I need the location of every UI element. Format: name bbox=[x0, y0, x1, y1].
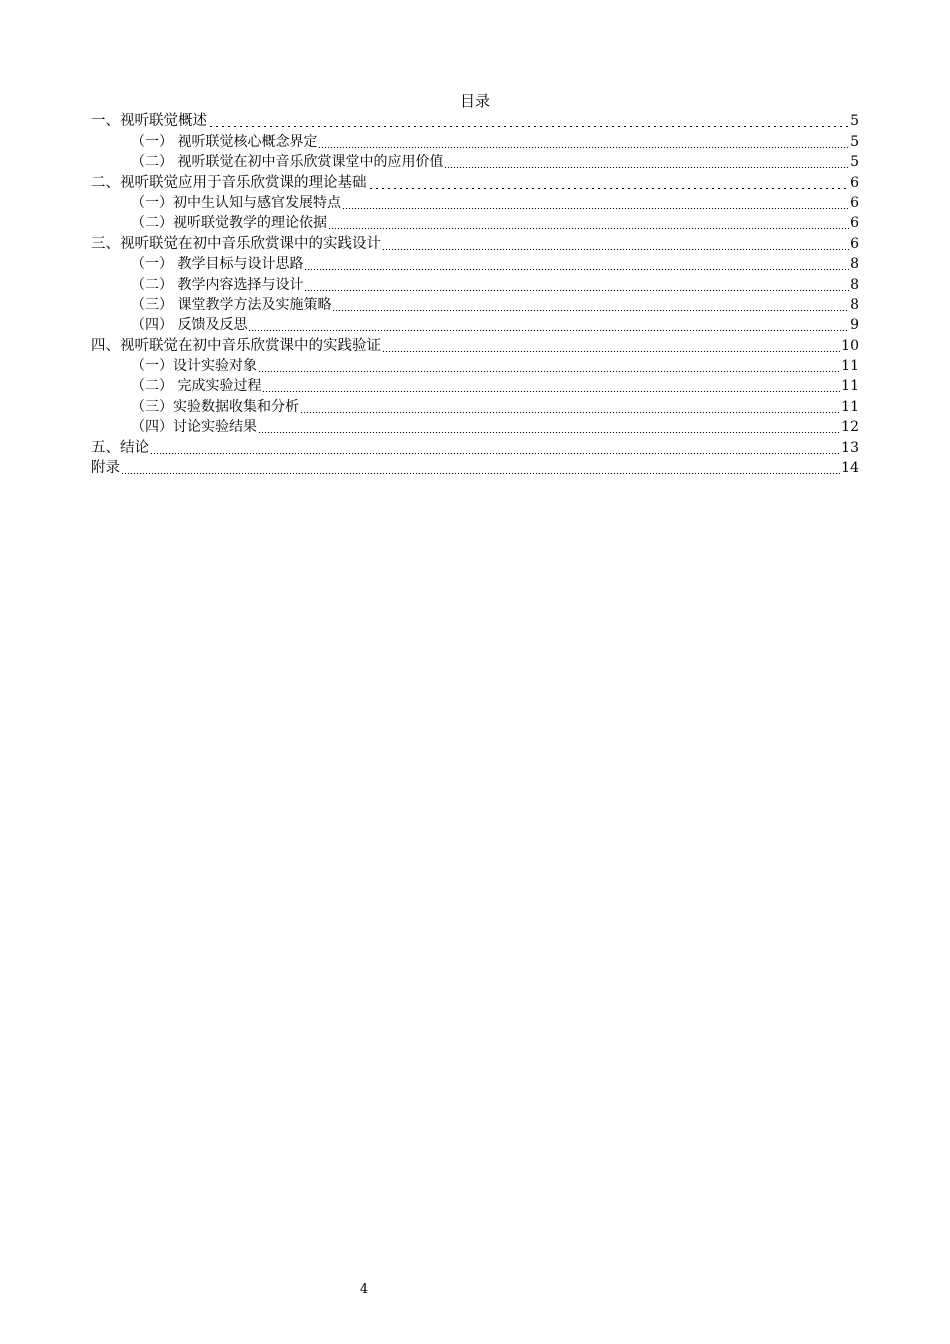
dot-leader bbox=[258, 371, 840, 372]
toc-entry-page: 8 bbox=[850, 296, 859, 313]
toc-title: 目录 bbox=[459, 92, 490, 110]
dot-leader bbox=[342, 208, 849, 209]
toc-entry-page: 5 bbox=[850, 113, 859, 130]
toc-entry[interactable] bbox=[91, 315, 859, 335]
toc-entry[interactable] bbox=[91, 254, 859, 274]
dot-leader bbox=[382, 351, 840, 352]
toc-entry[interactable] bbox=[91, 458, 859, 478]
dot-leader bbox=[262, 391, 840, 392]
toc-entry[interactable] bbox=[91, 193, 859, 213]
dot-leader bbox=[258, 432, 840, 433]
dot-leader bbox=[248, 330, 849, 331]
toc-entry[interactable] bbox=[91, 111, 859, 131]
toc-entry-label: （二） 视听联觉在初中音乐欣赏课堂中的应用价值 bbox=[131, 154, 444, 171]
toc-entry-page: 10 bbox=[841, 337, 859, 354]
table-of-contents bbox=[91, 111, 859, 478]
toc-entry[interactable] bbox=[91, 335, 859, 355]
dot-leader bbox=[150, 453, 840, 454]
toc-entry-label: （二） 完成实验过程 bbox=[131, 378, 262, 395]
dot-leader bbox=[300, 412, 840, 413]
toc-entry[interactable] bbox=[91, 437, 859, 457]
toc-entry[interactable] bbox=[91, 295, 859, 315]
toc-entry-label: 五、结论 bbox=[91, 439, 149, 456]
toc-entry-page: 6 bbox=[850, 174, 859, 191]
dot-leader bbox=[382, 249, 849, 250]
dot-leader bbox=[328, 228, 849, 229]
toc-entry-label: （一） 视听联觉核心概念界定 bbox=[131, 133, 318, 150]
toc-entry-label: （三） 课堂教学方法及实施策略 bbox=[131, 296, 332, 313]
toc-entry-label: 四、视听联觉在初中音乐欣赏课中的实践验证 bbox=[91, 337, 381, 354]
toc-entry-label: （四） 反馈及反思 bbox=[131, 317, 248, 334]
toc-entry-label: 附录 bbox=[91, 460, 120, 477]
dot-leader bbox=[208, 126, 849, 127]
dot-leader bbox=[304, 290, 849, 291]
dot-leader bbox=[444, 167, 849, 168]
toc-entry[interactable] bbox=[91, 417, 859, 437]
page-number: 4 bbox=[359, 1282, 369, 1297]
toc-entry-page: 12 bbox=[841, 419, 859, 436]
toc-entry[interactable] bbox=[91, 131, 859, 151]
toc-entry-page: 6 bbox=[850, 235, 859, 252]
toc-entry-label: 一、视听联觉概述 bbox=[91, 113, 207, 130]
toc-entry-page: 9 bbox=[850, 317, 859, 334]
toc-entry[interactable] bbox=[91, 396, 859, 416]
toc-entry-label: （二） 教学内容选择与设计 bbox=[131, 276, 304, 293]
toc-entry-page: 11 bbox=[841, 378, 859, 395]
toc-entry-page: 14 bbox=[841, 460, 859, 477]
toc-entry-label: 二、视听联觉应用于音乐欣赏课的理论基础 bbox=[91, 174, 367, 191]
toc-entry[interactable] bbox=[91, 172, 859, 192]
toc-entry[interactable] bbox=[91, 274, 859, 294]
toc-entry-label: （四）讨论实验结果 bbox=[131, 419, 257, 436]
toc-entry-page: 5 bbox=[850, 154, 859, 171]
toc-entry-label: （一） 教学目标与设计思路 bbox=[131, 256, 304, 273]
toc-entry-page: 11 bbox=[841, 358, 859, 375]
toc-entry[interactable] bbox=[91, 233, 859, 253]
toc-entry-page: 6 bbox=[850, 194, 859, 211]
toc-entry[interactable] bbox=[91, 152, 859, 172]
toc-entry[interactable] bbox=[91, 213, 859, 233]
toc-entry-page: 5 bbox=[850, 133, 859, 150]
toc-entry-label: （三）实验数据收集和分析 bbox=[131, 398, 299, 415]
dot-leader bbox=[368, 188, 850, 189]
toc-entry[interactable] bbox=[91, 356, 859, 376]
dot-leader bbox=[318, 147, 849, 148]
toc-entry-label: （一）设计实验对象 bbox=[131, 358, 257, 375]
dot-leader bbox=[332, 310, 849, 311]
toc-entry-page: 8 bbox=[850, 276, 859, 293]
toc-entry-page: 8 bbox=[850, 256, 859, 273]
toc-entry-label: （二）视听联觉教学的理论依据 bbox=[131, 215, 327, 232]
dot-leader bbox=[304, 269, 849, 270]
toc-entry-page: 11 bbox=[841, 398, 859, 415]
toc-entry[interactable] bbox=[91, 376, 859, 396]
toc-entry-page: 13 bbox=[841, 439, 859, 456]
dot-leader bbox=[121, 473, 840, 474]
toc-entry-page: 6 bbox=[850, 215, 859, 232]
toc-entry-label: 三、视听联觉在初中音乐欣赏课中的实践设计 bbox=[91, 235, 381, 252]
toc-entry-label: （一）初中生认知与感官发展特点 bbox=[131, 194, 341, 211]
